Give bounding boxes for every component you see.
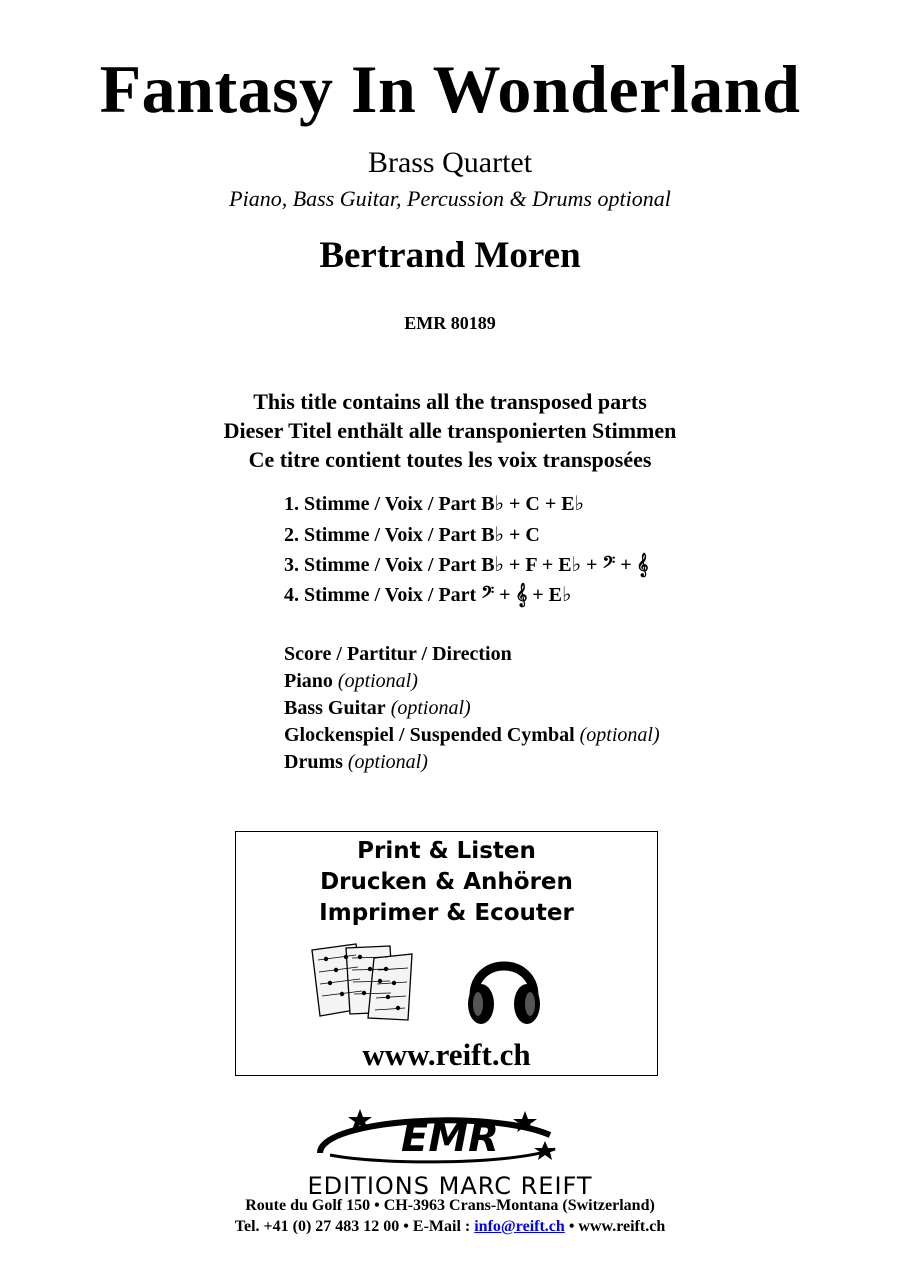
- extra-note: (optional): [579, 724, 660, 746]
- page-title: Fantasy In Wonderland: [99, 51, 801, 127]
- sheet-music-icon: [308, 942, 418, 1022]
- contact-website: • www.reift.ch: [564, 1218, 666, 1235]
- extra-note: (optional): [390, 697, 471, 719]
- part-1: 1. Stimme / Voix / Part B♭ + C + E♭: [284, 493, 584, 515]
- extra-glockenspiel: [284, 723, 660, 747]
- extra-drums: [284, 750, 428, 774]
- email-link[interactable]: info@reift.ch: [474, 1218, 565, 1235]
- instrumentation: Piano, Bass Guitar, Percussion & Drums optional: [229, 186, 671, 211]
- extra-name: Drums: [284, 751, 343, 773]
- transposed-notice-fr: Ce titre contient toutes les voix transposées: [248, 447, 652, 472]
- extra-piano: [284, 669, 418, 693]
- subtitle: Brass Quartet: [367, 146, 533, 179]
- extra-note: (optional): [347, 751, 428, 773]
- part-4: 4. Stimme / Voix / Part 𝄢 + 𝄞 + E♭: [284, 584, 572, 606]
- composer: Bertrand Moren: [319, 235, 581, 276]
- promo-website-link[interactable]: www.reift.ch: [362, 1037, 531, 1072]
- promo-line-en: Print & Listen: [357, 838, 536, 864]
- promo-line-de: Drucken & Anhören: [320, 869, 573, 895]
- publisher-name: EDITIONS MARC REIFT: [307, 1172, 593, 1200]
- emr-logo: [300, 1105, 600, 1175]
- extra-name: Bass Guitar: [284, 697, 386, 719]
- extra-name: Score / Partitur / Direction: [284, 643, 512, 665]
- print-listen-box: [235, 831, 658, 1076]
- publisher-address: Route du Golf 150 • CH-3963 Crans-Montana (Switzerland): [245, 1197, 655, 1214]
- catalog-code: EMR 80189: [404, 313, 496, 333]
- promo-line-fr: Imprimer & Ecouter: [319, 900, 574, 926]
- contact-tel: Tel. +41 (0) 27 483 12 00 • E-Mail :: [234, 1218, 475, 1235]
- transposed-notice-de: Dieser Titel enthält alle transponierten Stimmen: [223, 418, 677, 443]
- part-3: 3. Stimme / Voix / Part B♭ + F + E♭ + 𝄢 + 𝄞: [284, 554, 649, 576]
- extra-bass-guitar: [284, 696, 471, 720]
- headphones-icon: [464, 944, 544, 1034]
- publisher-contact: [0, 1218, 900, 1236]
- extra-name: Glockenspiel / Suspended Cymbal: [284, 724, 575, 746]
- extra-name: Piano: [284, 670, 333, 692]
- extra-note: (optional): [337, 670, 418, 692]
- extra-score: [284, 642, 512, 666]
- transposed-notice-en: This title contains all the transposed parts: [253, 389, 647, 414]
- part-2: 2. Stimme / Voix / Part B♭ + C: [284, 524, 540, 546]
- logo-text: EMR: [401, 1115, 499, 1161]
